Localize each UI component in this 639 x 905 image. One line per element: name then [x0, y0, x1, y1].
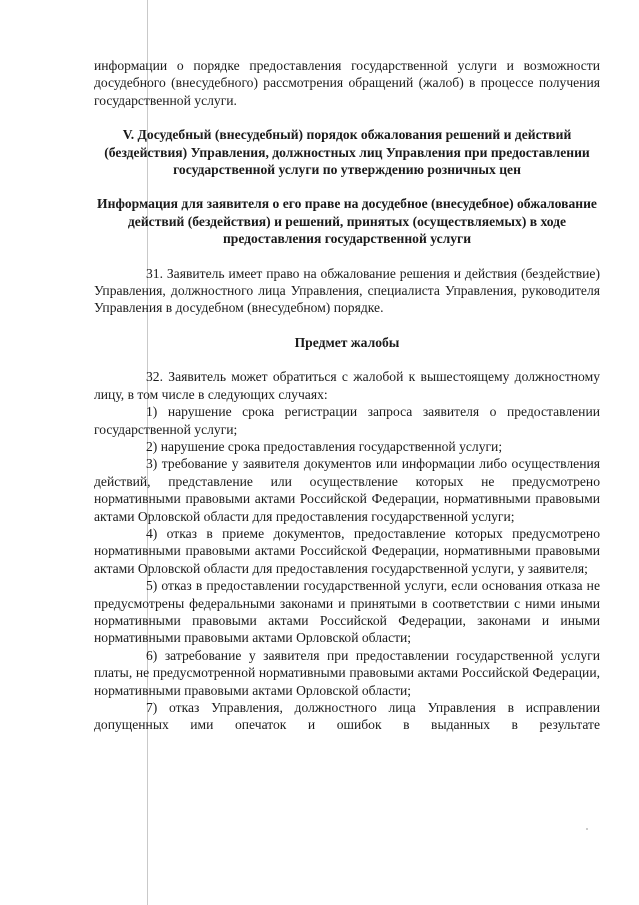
paragraph-32: 32. Заявитель может обратиться с жалобой к вышестоящему должностному лицу, в том числе в следующих случаях:	[94, 369, 600, 402]
list-item: 7) отказ Управления, должностного лица Управления в исправлении допущенных ими опечаток и ошибок в выданных в результате	[94, 700, 600, 733]
list-item: 5) отказ в предоставлении государственной услуги, если основания отказа не предусмотрены федеральными законами и принятыми в соответствии с ними иными нормативными правовыми актами Российской Федерации, законами и иными нормативными правовыми актами Орловской области;	[94, 578, 600, 646]
intro-paragraph: информации о порядке предоставления государственной услуги и возможности досудебного (внесудебного) рассмотрения обращений (жалоб) в процессе получения государственной услуги.	[94, 58, 600, 108]
section-v-heading: V. Досудебный (внесудебный) порядок обжалования решений и действий (бездействия) Управления, должностных лиц Управления при предоставлении государственной услуги по утверждению розничных цен	[104, 127, 590, 178]
paragraph-31: 31. Заявитель имеет право на обжалование решения и действия (бездействие) Управления, должностного лица Управления, специалиста Управления, руководителя Управления в досудебном (внесудебном) порядке.	[94, 265, 600, 316]
document-page	[94, 57, 600, 734]
list-item: 3) требование у заявителя документов или информации либо осуществления действий, представление или осуществление которых не предусмотрено нормативными правовыми актами Российской Федерации, нормативными правовыми актами Орловской области для предоставления государственной услуги;	[94, 456, 600, 524]
list-item: 4) отказ в приеме документов, предоставление которых предусмотрено нормативными правовыми актами Российской Федерации, нормативными правовыми актами Орловской области для предоставления государственной услуги, у заявителя;	[94, 525, 600, 576]
list-item: 6) затребование у заявителя при предоставлении государственной услуги платы, не предусмотренной нормативными правовыми актами Российской Федерации, нормативными правовыми актами Орловской области;	[94, 647, 600, 698]
subject-subheading: Предмет жалобы	[294, 334, 400, 350]
list-item: 1) нарушение срока регистрации запроса заявителя о предоставлении государственной услуги;	[94, 404, 600, 437]
list-item: 2) нарушение срока предоставления государственной услуги;	[146, 438, 503, 454]
scan-speck	[586, 828, 588, 830]
info-subheading: Информация для заявителя о его праве на досудебное (внесудебное) обжалование действий (бездействия) и решений, принятых (осуществляемых) в ходе предоставления государственной услуги	[97, 196, 597, 247]
